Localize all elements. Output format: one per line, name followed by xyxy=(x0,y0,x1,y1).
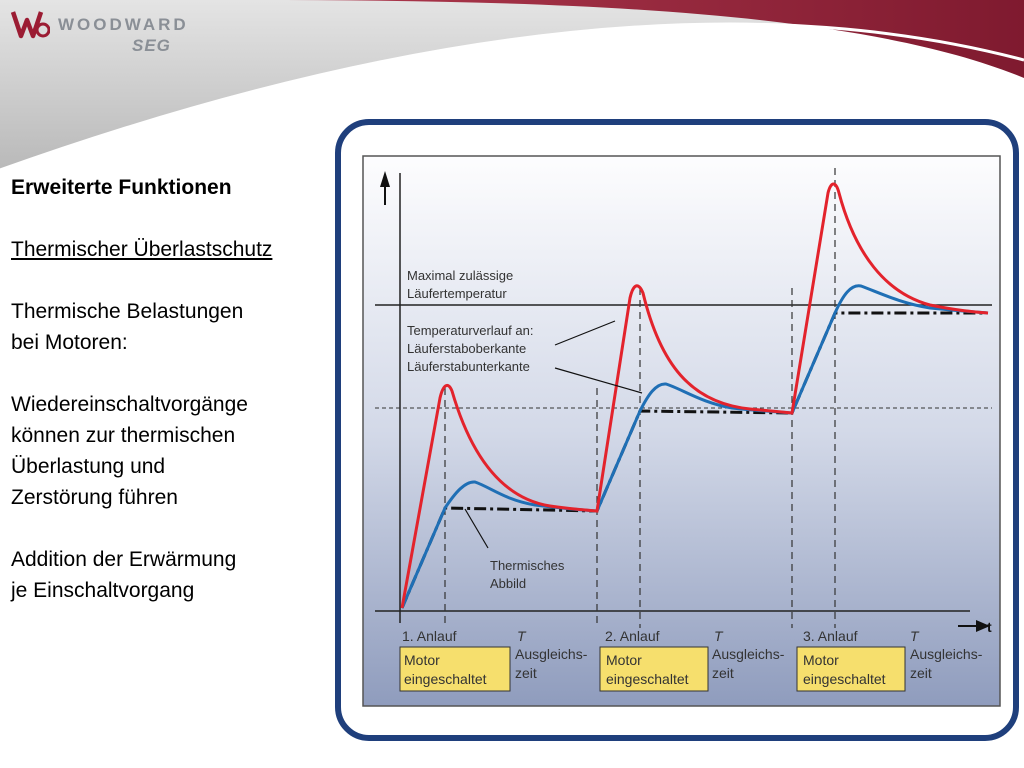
thermal-overload-diagram xyxy=(360,153,1003,709)
phase-start-label: 1. Anlauf xyxy=(402,628,457,644)
motor-box-line-1: Motor xyxy=(404,652,440,668)
phase-t-label: T xyxy=(910,628,919,644)
bullet-3-line-2: je Einschaltvorgang xyxy=(11,579,195,602)
slide-subheading: Thermischer Überlastschutz xyxy=(11,238,273,261)
phase-t-label: T xyxy=(714,628,723,644)
cooldown-line-1: Ausgleichs- xyxy=(515,646,588,662)
cooldown-line-1: Ausgleichs- xyxy=(910,646,983,662)
phase-t-label: T xyxy=(517,628,526,644)
curve-label-line-1: Temperaturverlauf an: xyxy=(407,323,534,338)
cooldown-line-2: zeit xyxy=(910,665,932,681)
bullet-1-line-1: Thermische Belastungen xyxy=(11,300,244,323)
max-temp-label-line-2: Läufertemperatur xyxy=(407,286,507,301)
motor-box-line-2: eingeschaltet xyxy=(803,671,886,687)
cooldown-line-2: zeit xyxy=(712,665,734,681)
curve-label-line-3: Läuferstabunterkante xyxy=(407,359,530,374)
phase-start-label: 2. Anlauf xyxy=(605,628,660,644)
motor-box-line-2: eingeschaltet xyxy=(404,671,487,687)
bullet-2-line-3: Überlastung und xyxy=(11,455,166,478)
logo-division-name: SEG xyxy=(132,36,171,55)
slide-text xyxy=(11,172,336,606)
company-logo xyxy=(10,6,210,56)
cooldown-line-2: zeit xyxy=(515,665,537,681)
motor-box-line-1: Motor xyxy=(803,652,839,668)
logo-company-name: WOODWARD xyxy=(58,15,189,34)
bullet-2-line-4: Zerstörung führen xyxy=(11,486,178,509)
motor-box-line-2: eingeschaltet xyxy=(606,671,689,687)
thermal-label-line-2: Abbild xyxy=(490,576,527,591)
bullet-2-line-2: können zur thermischen xyxy=(11,424,236,447)
cooldown-line-1: Ausgleichs- xyxy=(712,646,785,662)
bullet-1-line-2: bei Motoren: xyxy=(11,331,128,354)
diagram-background xyxy=(363,156,1000,706)
slide-heading: Erweiterte Funktionen xyxy=(11,176,232,199)
motor-box-line-1: Motor xyxy=(606,652,642,668)
phase-start-label: 3. Anlauf xyxy=(803,628,858,644)
max-temp-label-line-1: Maximal zulässige xyxy=(407,268,514,283)
woodward-logo-icon xyxy=(10,8,50,42)
thermal-label-line-1: Thermisches xyxy=(490,558,565,573)
bullet-3-line-1: Addition der Erwärmung xyxy=(11,548,237,571)
curve-label-line-2: Läuferstaboberkante xyxy=(407,341,527,356)
x-axis-label: t xyxy=(987,619,992,635)
bullet-2-line-1: Wiedereinschaltvorgänge xyxy=(11,393,248,416)
